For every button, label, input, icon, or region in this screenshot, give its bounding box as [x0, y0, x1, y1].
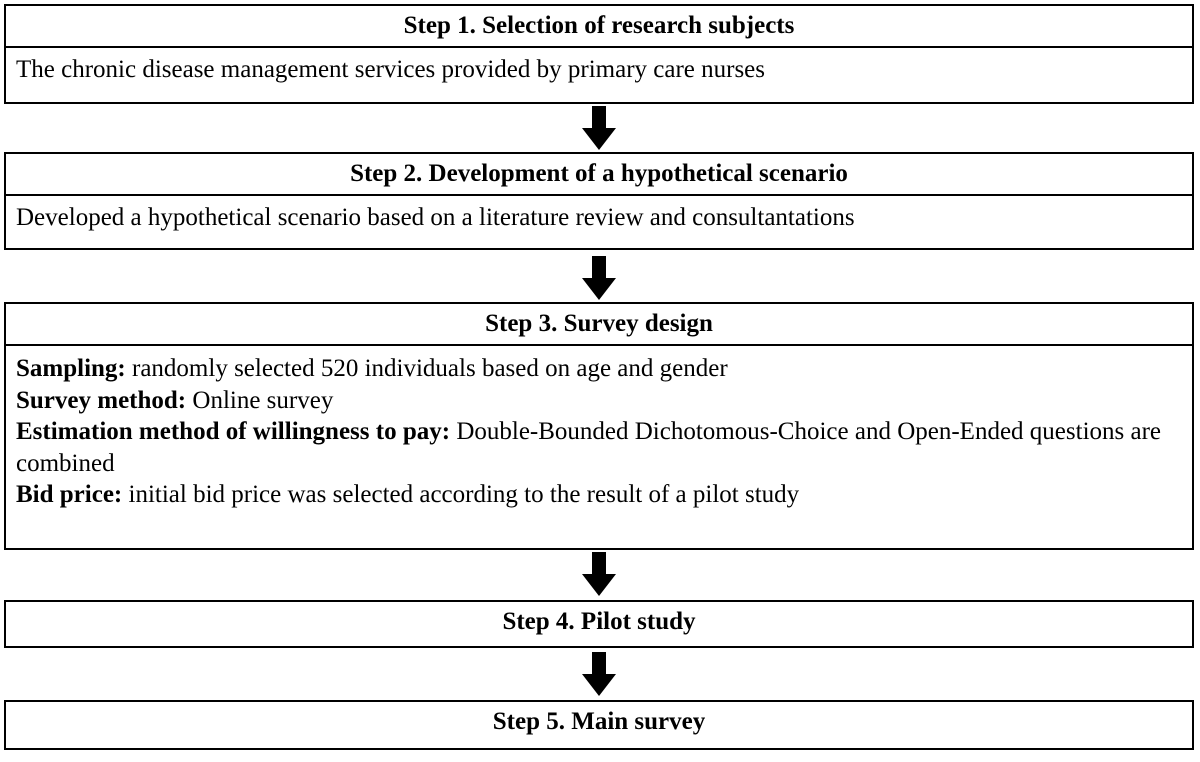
step-2-box	[4, 152, 1194, 250]
step-4-title: Step 4. Pilot study	[502, 608, 696, 635]
step-3-box	[4, 302, 1194, 550]
step-3-body	[6, 346, 1192, 519]
step-3-title: Step 3. Survey design	[6, 304, 1192, 346]
item-label: Estimation method of willingness to pay:	[16, 418, 451, 445]
step-4-box	[4, 600, 1194, 648]
step-3-item-bid-price	[16, 479, 1182, 511]
item-label: Survey method:	[16, 386, 187, 414]
item-text: Double-Bounded Dichotomous-Choice and Open-Ended questions are combined	[16, 418, 1162, 477]
item-text: Online survey	[186, 386, 334, 414]
step-2-title: Step 2. Development of a hypothetical scenario	[6, 154, 1192, 196]
item-text: randomly selected 520 individuals based on age and gender	[125, 355, 728, 382]
step-3-item-estimation-method	[16, 416, 1182, 479]
item-label: Sampling:	[16, 355, 126, 382]
arrow-down-icon	[582, 256, 616, 300]
step-1-title: Step 1. Selection of research subjects	[6, 6, 1192, 48]
step-5-title: Step 5. Main survey	[492, 708, 706, 735]
step-1-box	[4, 4, 1194, 104]
arrow-down-icon	[582, 552, 616, 596]
step-2-body: Developed a hypothetical scenario based on a literature review and consultantations	[16, 204, 855, 231]
item-label: Bid price:	[16, 481, 123, 508]
arrow-down-icon	[582, 652, 616, 696]
arrow-down-icon	[582, 106, 616, 150]
step-5-box	[4, 700, 1194, 750]
item-text: initial bid price was selected according to the result of a pilot study	[122, 481, 800, 508]
step-3-item-survey-method	[16, 385, 1182, 417]
step-3-item-sampling	[16, 353, 1182, 385]
step-1-body: The chronic disease management services provided by primary care nurses	[16, 56, 766, 83]
